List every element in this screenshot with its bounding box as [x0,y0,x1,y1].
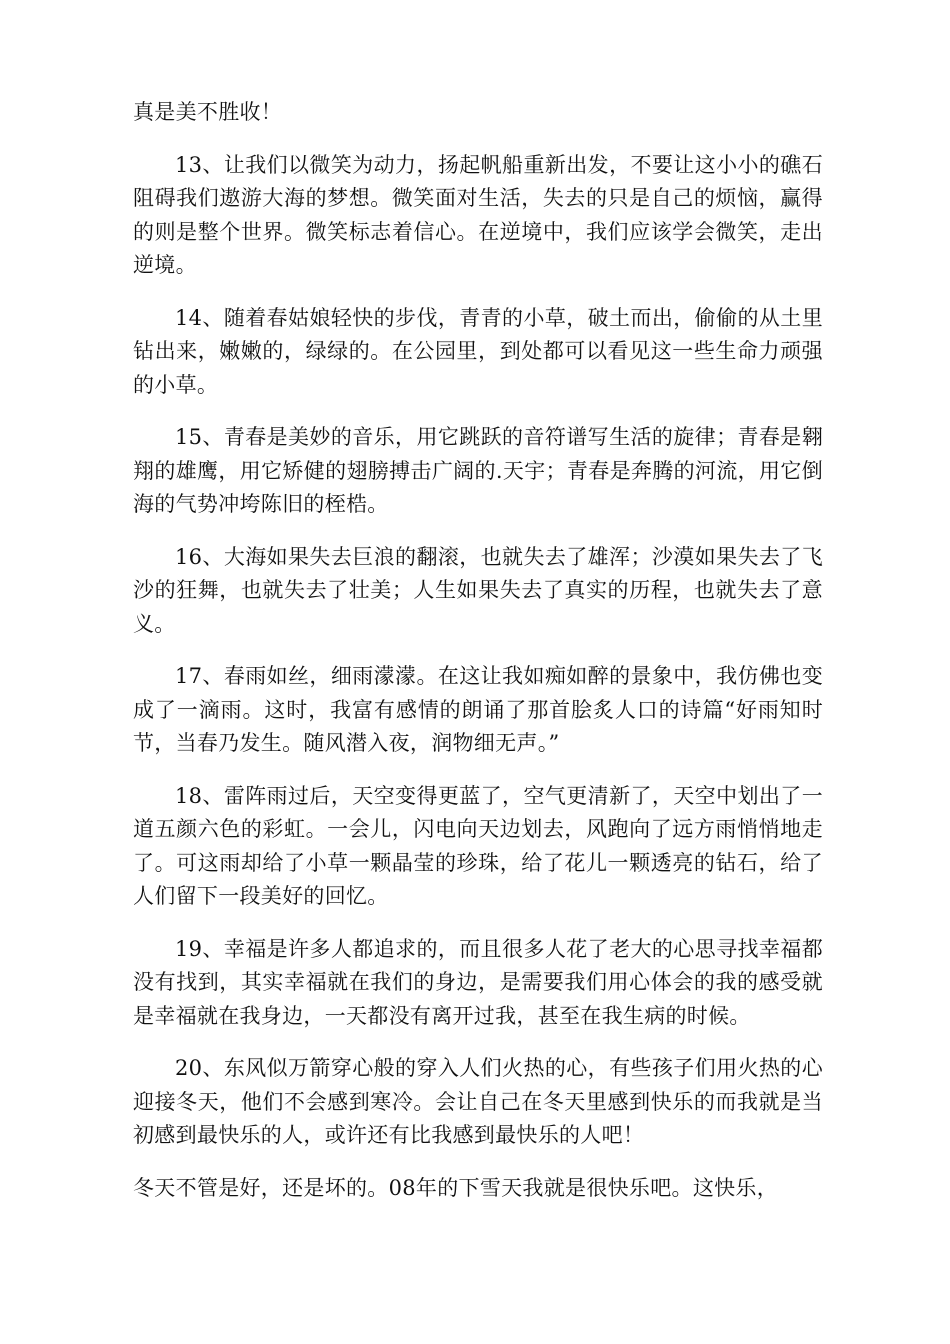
paragraph: 真是美不胜收！ [133,100,283,124]
paragraph: 13、让我们以微笑为动力，扬起帆船重新出发，不要让这小小的礁石阻碍我们遨游大海的梦想。微笑面对生活，失去的只是自己的烦恼，赢得的则是整个世界。微笑标志着信心。在逆境中，我们应该学会微笑，走出逆境。 [133,152,823,277]
paragraph: 14、随着春姑娘轻快的步伐，青青的小草，破土而出，偷偷的从土里钻出来，嫩嫩的，绿绿的。在公园里，到处都可以看见这一些生命力顽强的小草。 [133,305,823,397]
document-body [133,96,823,1224]
paragraph: 15、青春是美妙的音乐，用它跳跃的音符谱写生活的旋律；青春是翱翔的雄鹰，用它矫健的翅膀搏击广阔的.天宇；青春是奔腾的河流，用它倒海的气势冲垮陈旧的桎梏。 [133,425,823,516]
paragraph: 19、幸福是许多人都追求的，而且很多人花了老大的心思寻找幸福都没有找到，其实幸福就在我们的身边，是需要我们用心体会的我的感受就是幸福就在我身边，一天都没有离开过我，甚至在我生病的时候。 [133,936,823,1028]
paragraph: 冬天不管是好，还是坏的。08年的下雪天我就是很快乐吧。这快乐， [133,1175,779,1200]
paragraph: 16、大海如果失去巨浪的翻滚，也就失去了雄浑；沙漠如果失去了飞沙的狂舞，也就失去了壮美；人生如果失去了真实的历程，也就失去了意义。 [133,544,823,636]
paragraph: 17、春雨如丝，细雨濛濛。在这让我如痴如醉的景象中，我仿佛也变成了一滴雨。这时，我富有感情的朗诵了那首脍炙人口的诗篇“好雨知时节，当春乃发生。随风潜入夜，润物细无声。” [133,664,823,755]
paragraph: 18、雷阵雨过后，天空变得更蓝了，空气更清新了，天空中划出了一道五颜六色的彩虹。一会儿，闪电向天边划去，风跑向了远方雨悄悄地走了。可这雨却给了小草一颗晶莹的珍珠，给了花儿一颗透亮的钻石，给了人们留下一段美好的回忆。 [133,783,823,908]
paragraph: 20、东风似万箭穿心般的穿入人们火热的心，有些孩子们用火热的心迎接冬天，他们不会感到寒冷。会让自己在冬天里感到快乐的而我就是当初感到最快乐的人，或许还有比我感到最快乐的人吧！ [133,1056,823,1147]
